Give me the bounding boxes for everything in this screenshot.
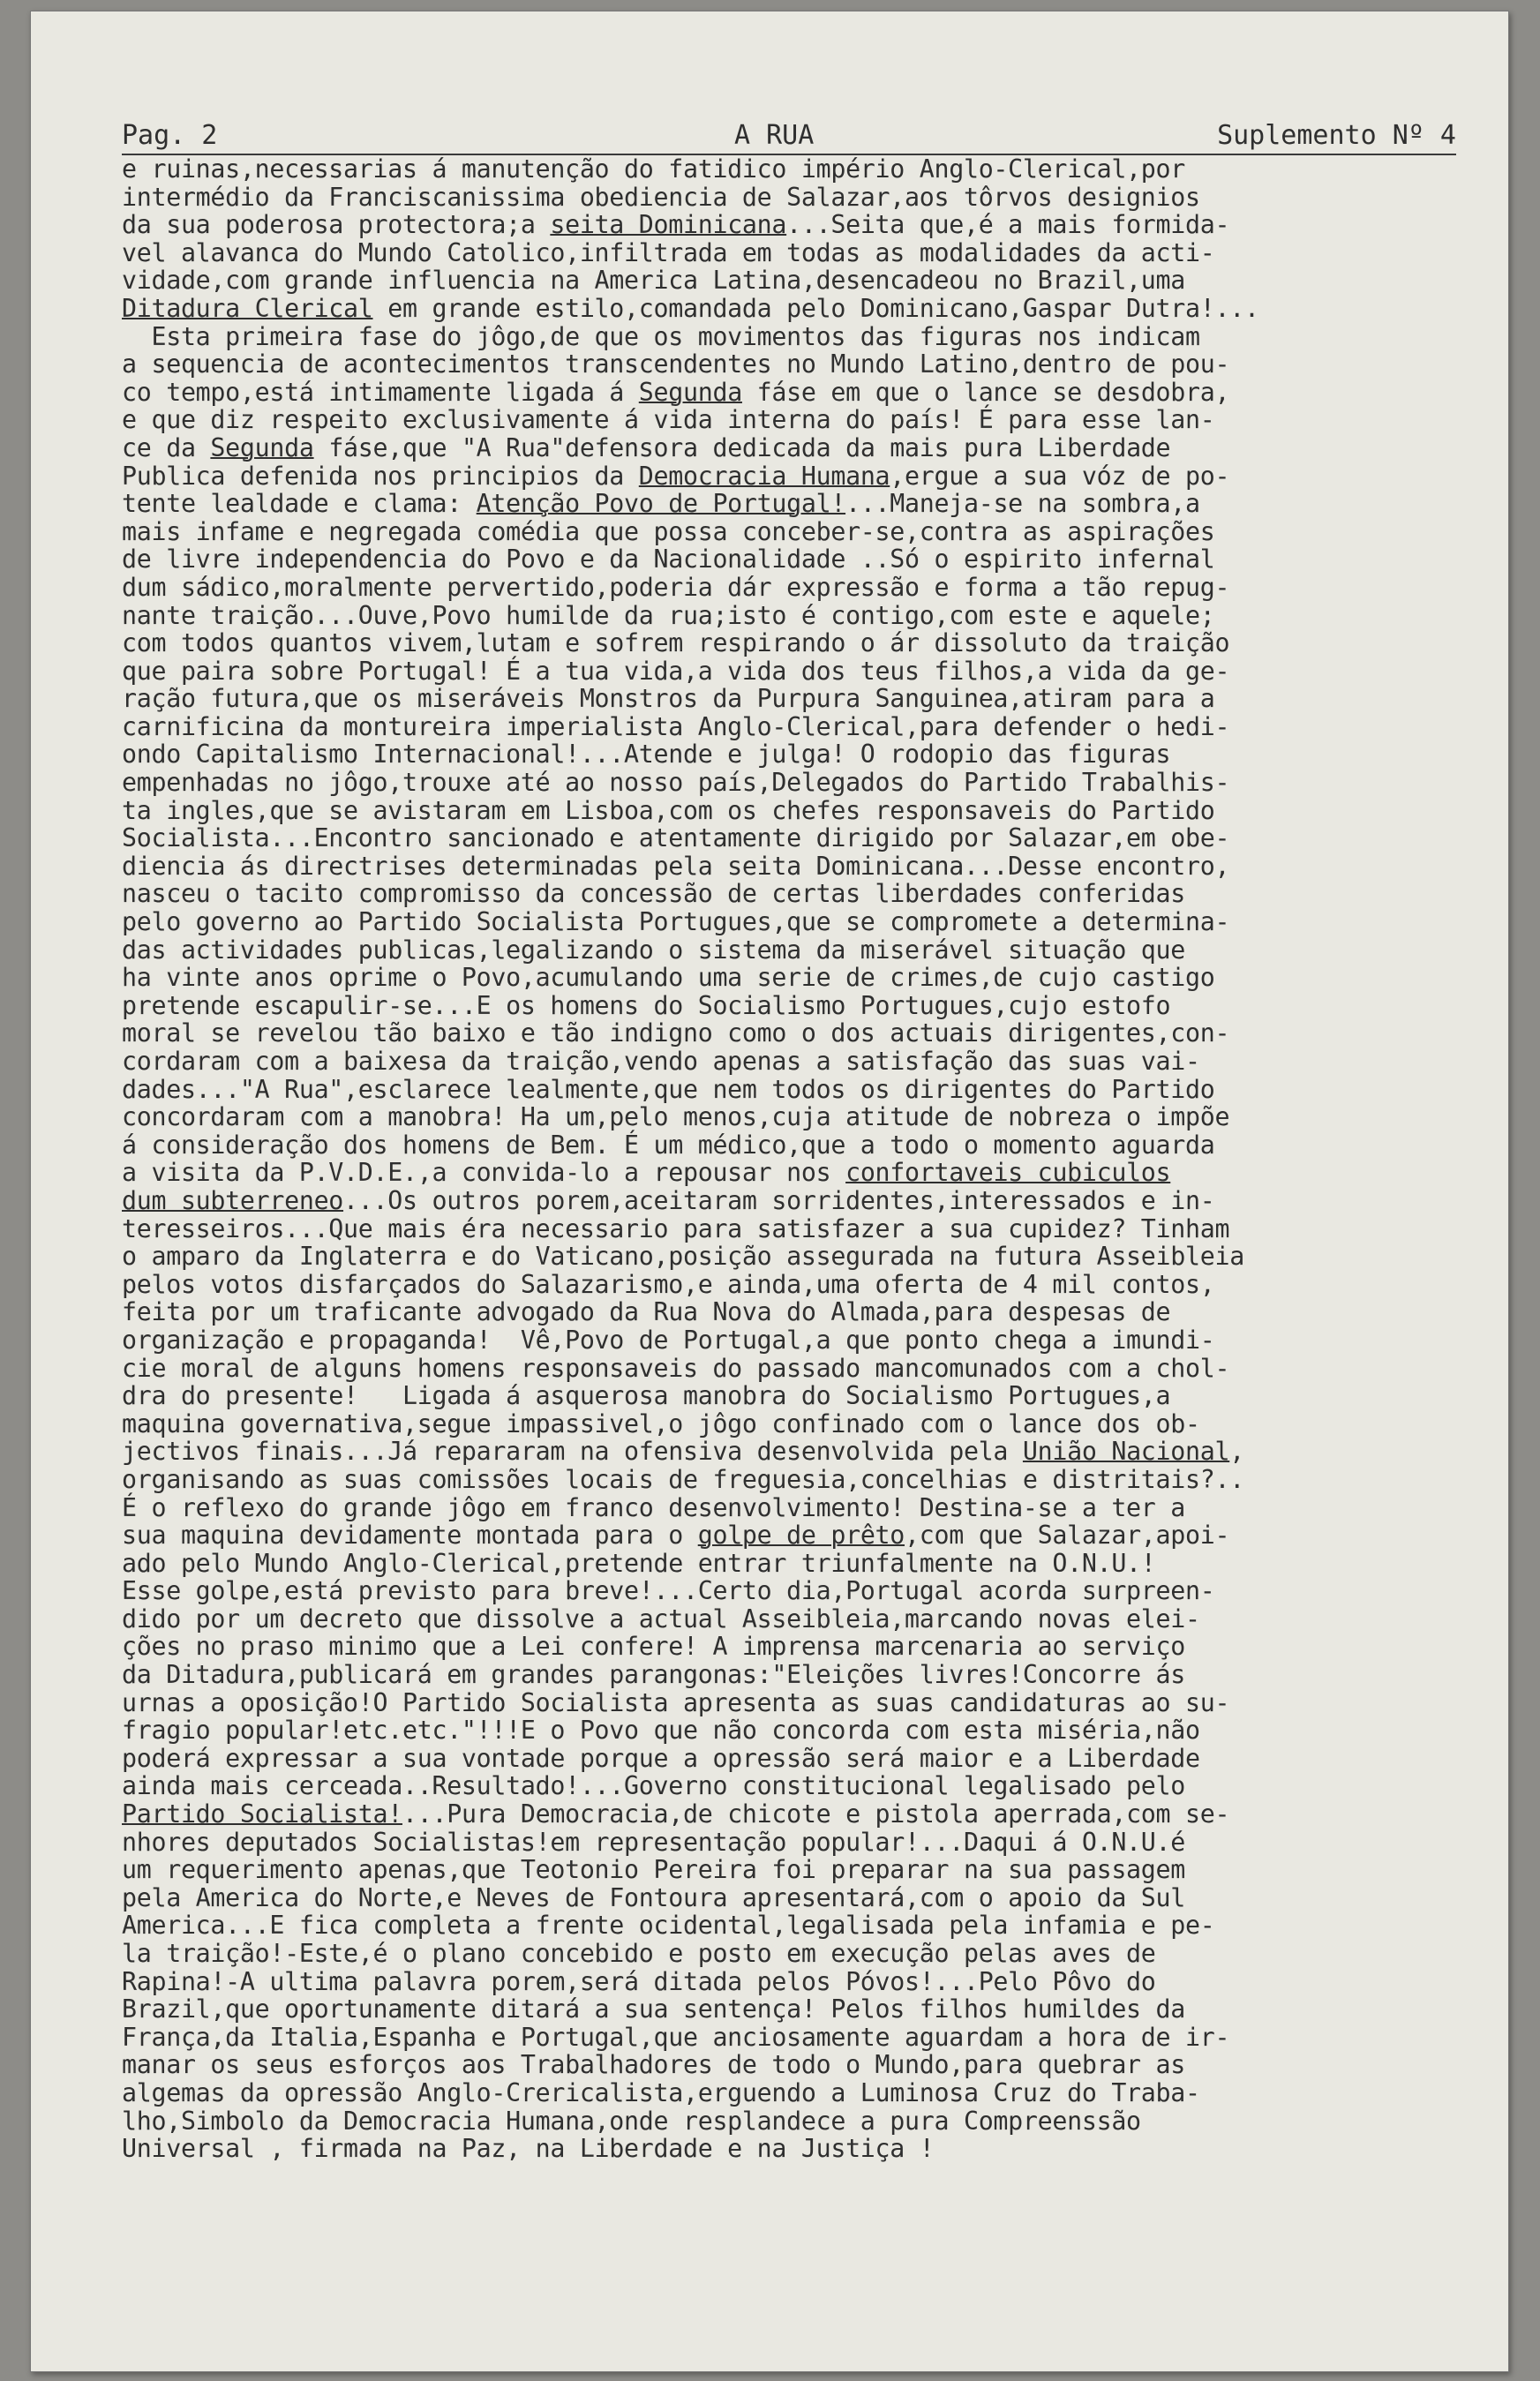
text-line (122, 2135, 1499, 2163)
text-line (122, 184, 1499, 212)
underlined-phrase: golpe de prêto (697, 1521, 905, 1551)
supplement-label: Suplemento Nº 4 (1217, 120, 1456, 151)
text-segment: Publica defenida nos principios da (122, 461, 639, 491)
text-segment: moral se revelou tão baixo e tão indigno como o dos actuais dirigentes,con- (122, 1018, 1230, 1048)
text-segment: fáse em que o lance se desdobra, (741, 377, 1230, 407)
text-segment: pelos votos disfarçados do Salazarismo,e ainda,uma oferta de 4 mil contos, (122, 1269, 1215, 1299)
text-segment: vidade,com grande influencia na America Latina,desencadeou no Brazil,uma (122, 266, 1186, 296)
text-segment: co tempo,está intimamente ligada á (122, 377, 639, 407)
text-segment: cie moral de alguns homens responsaveis do passado mancomunados com a chol- (122, 1353, 1230, 1383)
text-line (122, 1800, 1499, 1829)
underlined-phrase: Atenção Povo de Portugal! (476, 489, 846, 519)
text-line (122, 1410, 1499, 1438)
text-line (122, 1550, 1499, 1578)
text-line (122, 713, 1499, 741)
text-segment: ...Maneja-se na sombra,a (845, 489, 1200, 519)
text-segment: das actividades publicas,legalizando o sistema da miserável situação que (122, 935, 1186, 965)
text-segment: e ruinas,necessarias á manutenção do fatidico império Anglo-Clerical,por (122, 154, 1186, 184)
text-line (122, 1187, 1499, 1215)
text-segment: teresseiros...Que mais éra necessario para satisfazer a sua cupidez? Tinham (122, 1213, 1230, 1243)
text-segment: em grande estilo,comandada pelo Dominicano,Gaspar Dutra!... (372, 293, 1259, 323)
text-line (122, 1745, 1499, 1773)
text-line (122, 462, 1499, 491)
text-line (122, 1076, 1499, 1104)
text-segment: Rapina!-A ultima palavra porem,será ditada pelos Póvos!...Pelo Pôvo do (122, 1966, 1156, 1996)
text-segment: ondo Capitalismo Internacional!...Atende e julga! O rodopio das figuras (122, 740, 1171, 770)
text-line (122, 267, 1499, 295)
page-header (122, 116, 1456, 155)
text-segment: França,da Italia,Espanha e Portugal,que anciosamente aguardam a hora de ir- (122, 2022, 1230, 2052)
text-line (122, 1438, 1499, 1466)
text-segment: nhores deputados Socialistas!em representação popular!...Daqui á O.N.U.é (122, 1827, 1186, 1857)
text-segment: dum sádico,moralmente pervertido,poderia dár expressão e forma a tão repug- (122, 572, 1230, 602)
text-line (122, 936, 1499, 965)
text-segment: lho,Simbolo da Democracia Humana,onde resplandece a pura Compreenssão (122, 2106, 1141, 2136)
text-segment: ainda mais cerceada..Resultado!...Governo constitucional legalisado pelo (122, 1771, 1186, 1801)
text-segment: tente lealdade e clama: (122, 489, 477, 519)
text-line (122, 155, 1499, 184)
text-segment: que paira sobre Portugal! É a tua vida,a vida dos teus filhos,a vida da ge- (122, 656, 1230, 686)
text-line (122, 824, 1499, 853)
text-line (122, 1577, 1499, 1605)
text-segment: nasceu o tacito compromisso da concessão de certas liberdades conferidas (122, 879, 1186, 909)
underlined-phrase: confortaveis cubiculos (845, 1158, 1171, 1188)
text-segment: manar os seus esforços aos Trabalhadores de todo o Mundo,para quebrar as (122, 2050, 1186, 2080)
text-line (122, 1689, 1499, 1717)
text-segment: fáse,que "A Rua"defensora dedicada da mais pura Liberdade (313, 432, 1171, 462)
underlined-phrase: dum subterreneo (122, 1185, 344, 1215)
underlined-phrase: União Nacional (1022, 1437, 1230, 1467)
text-line (122, 406, 1499, 434)
text-segment: ado pelo Mundo Anglo-Clerical,pretende entrar triunfalmente na O.N.U.! (122, 1548, 1156, 1578)
page-number: Pag. 2 (122, 120, 218, 151)
text-segment: Socialista...Encontro sancionado e atentamente dirigido por Salazar,em obe- (122, 823, 1230, 853)
text-segment: empenhadas no jôgo,trouxe até ao nosso país,Delegados do Partido Trabalhis- (122, 768, 1230, 798)
text-line (122, 211, 1499, 239)
text-line (122, 490, 1499, 518)
text-segment: da sua poderosa protectora;a (122, 210, 551, 240)
text-segment: poderá expressar a sua vontade porque a opressão será maior e a Liberdade (122, 1743, 1200, 1773)
text-segment: á consideração dos homens de Bem. É um médico,que a todo o momento aguarda (122, 1130, 1215, 1160)
text-segment: o amparo da Inglaterra e do Vaticano,posição assegurada na futura Asseibleia (122, 1242, 1244, 1272)
text-line (122, 434, 1499, 462)
text-segment: pelo governo ao Partido Socialista Portugues,que se compromete a determina- (122, 907, 1230, 937)
text-line (122, 1466, 1499, 1494)
text-line (122, 1521, 1499, 1550)
article-body (122, 155, 1499, 2163)
text-line (122, 2079, 1499, 2107)
text-segment: la traição!-Este,é o plano concebido e posto em execução pelas aves de (122, 1939, 1156, 1968)
text-line (122, 518, 1499, 546)
text-segment: jectivos finais...Já repararam na ofensiva desenvolvida pela (122, 1437, 1023, 1467)
text-line (122, 908, 1499, 936)
text-segment: intermédio da Franciscanissima obediencia de Salazar,aos tôrvos designios (122, 182, 1200, 212)
text-line (122, 880, 1499, 908)
text-segment: ...Pura Democracia,de chicote e pistola aperrada,com se- (402, 1799, 1230, 1829)
text-line (122, 964, 1499, 992)
text-line (122, 1716, 1499, 1745)
text-line (122, 1772, 1499, 1800)
text-segment: com todos quantos vivem,lutam e sofrem respirando o ár dissoluto da traição (122, 628, 1230, 658)
text-line (122, 685, 1499, 713)
text-line (122, 1968, 1499, 1996)
text-line (122, 1605, 1499, 1634)
text-line (122, 1019, 1499, 1048)
text-line (122, 1633, 1499, 1661)
text-segment: fragio popular!etc.etc."!!!E o Povo que não concorda com esta miséria,não (122, 1716, 1200, 1746)
underlined-phrase: seita Dominicana (550, 210, 787, 240)
text-line (122, 629, 1499, 657)
text-segment: dido por um decreto que dissolve a actual Asseibleia,marcando novas elei- (122, 1604, 1200, 1634)
text-segment: America...E fica completa a frente ocidental,legalisada pela infamia e pe- (122, 1911, 1215, 1941)
text-segment: Brazil,que oportunamente ditará a sua sentença! Pelos filhos humildes da (122, 1994, 1186, 2024)
text-line (122, 657, 1499, 686)
text-line (122, 2024, 1499, 2052)
text-line (122, 574, 1499, 602)
text-segment: cordaram com a baixesa da traição,vendo apenas a satisfação das suas vai- (122, 1047, 1200, 1076)
text-segment: dra do presente! Ligada á asquerosa manobra do Socialismo Portugues,a (122, 1381, 1171, 1411)
text-line (122, 1131, 1499, 1160)
underlined-phrase: Segunda (638, 377, 742, 407)
text-line (122, 379, 1499, 407)
text-line (122, 350, 1499, 379)
text-segment: sua maquina devidamente montada para o (122, 1521, 698, 1551)
text-segment: da Ditadura,publicará em grandes parangonas:"Eleições livres!Concorre ás (122, 1660, 1186, 1690)
text-line (122, 1048, 1499, 1076)
newspaper-title: A RUA (734, 120, 815, 151)
underlined-phrase: Ditadura Clerical (122, 293, 373, 323)
text-segment: , (1229, 1437, 1244, 1467)
underlined-phrase: Partido Socialista! (122, 1799, 402, 1829)
text-line (122, 1298, 1499, 1326)
text-segment: urnas a oposição!O Partido Socialista apresenta as suas candidaturas ao su- (122, 1687, 1230, 1717)
text-line (122, 1856, 1499, 1884)
text-line (122, 1829, 1499, 1857)
text-segment: diencia ás directrises determinadas pela seita Dominicana...Desse encontro, (122, 851, 1230, 881)
text-line (122, 797, 1499, 825)
text-segment: nante traição...Ouve,Povo humilde da rua;isto é contigo,com este e aquele; (122, 600, 1215, 630)
text-segment: a visita da P.V.D.E.,a convida-lo a repousar nos (122, 1158, 846, 1188)
text-segment: ce da (122, 432, 211, 462)
text-segment: pela America do Norte,e Neves de Fontoura apresentará,com o apoio da Sul (122, 1882, 1186, 1912)
text-line (122, 1215, 1499, 1243)
text-segment: É o reflexo do grande jôgo em franco desenvolvimento! Destina-se a ter a (122, 1492, 1186, 1522)
text-line (122, 323, 1499, 351)
text-segment: carnificina da montureira imperialista Anglo-Clerical,para defender o hedi- (122, 711, 1230, 741)
text-segment: Universal , firmada na Paz, na Liberdade e na Justiça ! (122, 2134, 935, 2164)
text-line (122, 1271, 1499, 1299)
text-segment: e que diz respeito exclusivamente á vida interna do país! É para esse lan- (122, 405, 1215, 435)
text-line (122, 1355, 1499, 1383)
text-segment: organisando as suas comissões locais de freguesia,concelhias e distritais?.. (122, 1464, 1244, 1494)
text-line (122, 602, 1499, 630)
text-line (122, 295, 1499, 323)
text-line (122, 1494, 1499, 1522)
text-line (122, 2051, 1499, 2079)
text-line (122, 1103, 1499, 1131)
underlined-phrase: Democracia Humana (638, 461, 890, 491)
text-segment: algemas da opressão Anglo-Crericalista,erguendo a Luminosa Cruz do Traba- (122, 2077, 1200, 2107)
text-line (122, 1661, 1499, 1689)
text-segment: ha vinte anos oprime o Povo,acumulando uma serie de crimes,de cujo castigo (122, 963, 1215, 993)
text-segment: organização e propaganda! Vê,Povo de Portugal,a que ponto chega a imundi- (122, 1325, 1215, 1355)
text-segment: ta ingles,que se avistaram em Lisboa,com os chefes responsaveis do Partido (122, 795, 1215, 825)
text-segment: ,ergue a sua vóz de po- (890, 461, 1230, 491)
text-line (122, 853, 1499, 881)
text-line (122, 769, 1499, 797)
text-line (122, 1940, 1499, 1968)
text-line (122, 2107, 1499, 2136)
text-segment: a sequencia de acontecimentos transcendentes no Mundo Latino,dentro de pou- (122, 349, 1230, 379)
text-segment: Esse golpe,está previsto para breve!...Certo dia,Portugal acorda surpreen- (122, 1576, 1215, 1606)
text-segment: ções no praso minimo que a Lei confere! A imprensa marcenaria ao serviço (122, 1632, 1186, 1662)
text-segment: feita por um traficante advogado da Rua Nova do Almada,para despesas de (122, 1297, 1171, 1327)
text-segment: mais infame e negregada comédia que possa conceber-se,contra as aspirações (122, 516, 1215, 546)
text-line (122, 1382, 1499, 1410)
text-segment: dades..."A Rua",esclarece lealmente,que nem todos os dirigentes do Partido (122, 1074, 1215, 1104)
text-segment: Esta primeira fase do jôgo,de que os movimentos das figuras nos indicam (122, 321, 1200, 351)
text-line (122, 992, 1499, 1020)
text-line (122, 1159, 1499, 1187)
underlined-phrase: Segunda (210, 432, 314, 462)
text-line (122, 1995, 1499, 2024)
text-segment: ,com que Salazar,apoi- (905, 1521, 1230, 1551)
text-segment: maquina governativa,segue impassivel,o jôgo confinado com o lance dos ob- (122, 1408, 1200, 1438)
text-segment: ...Os outros porem,aceitaram sorridentes,interessados e in- (343, 1185, 1215, 1215)
text-segment: um requerimento apenas,que Teotonio Pereira foi preparar na sua passagem (122, 1855, 1186, 1885)
text-segment: concordaram com a manobra! Ha um,pelo menos,cuja atitude de nobreza o impõe (122, 1102, 1230, 1132)
text-line (122, 1326, 1499, 1355)
text-line (122, 740, 1499, 769)
text-line (122, 1243, 1499, 1271)
text-segment: vel alavanca do Mundo Catolico,infiltrada em todas as modalidades da acti- (122, 237, 1215, 267)
text-line (122, 545, 1499, 574)
text-segment: pretende escapulir-se...E os homens do Socialismo Portugues,cujo estofo (122, 990, 1171, 1020)
text-line (122, 1884, 1499, 1912)
text-line (122, 1912, 1499, 1940)
document-sheet (30, 11, 1509, 2372)
text-line (122, 239, 1499, 267)
text-segment: ração futura,que os miseráveis Monstros da Purpura Sanguinea,atiram para a (122, 684, 1215, 714)
text-segment: ...Seita que,é a mais formida- (786, 210, 1230, 240)
text-segment: de livre independencia do Povo e da Nacionalidade ..Só o espirito infernal (122, 545, 1215, 575)
